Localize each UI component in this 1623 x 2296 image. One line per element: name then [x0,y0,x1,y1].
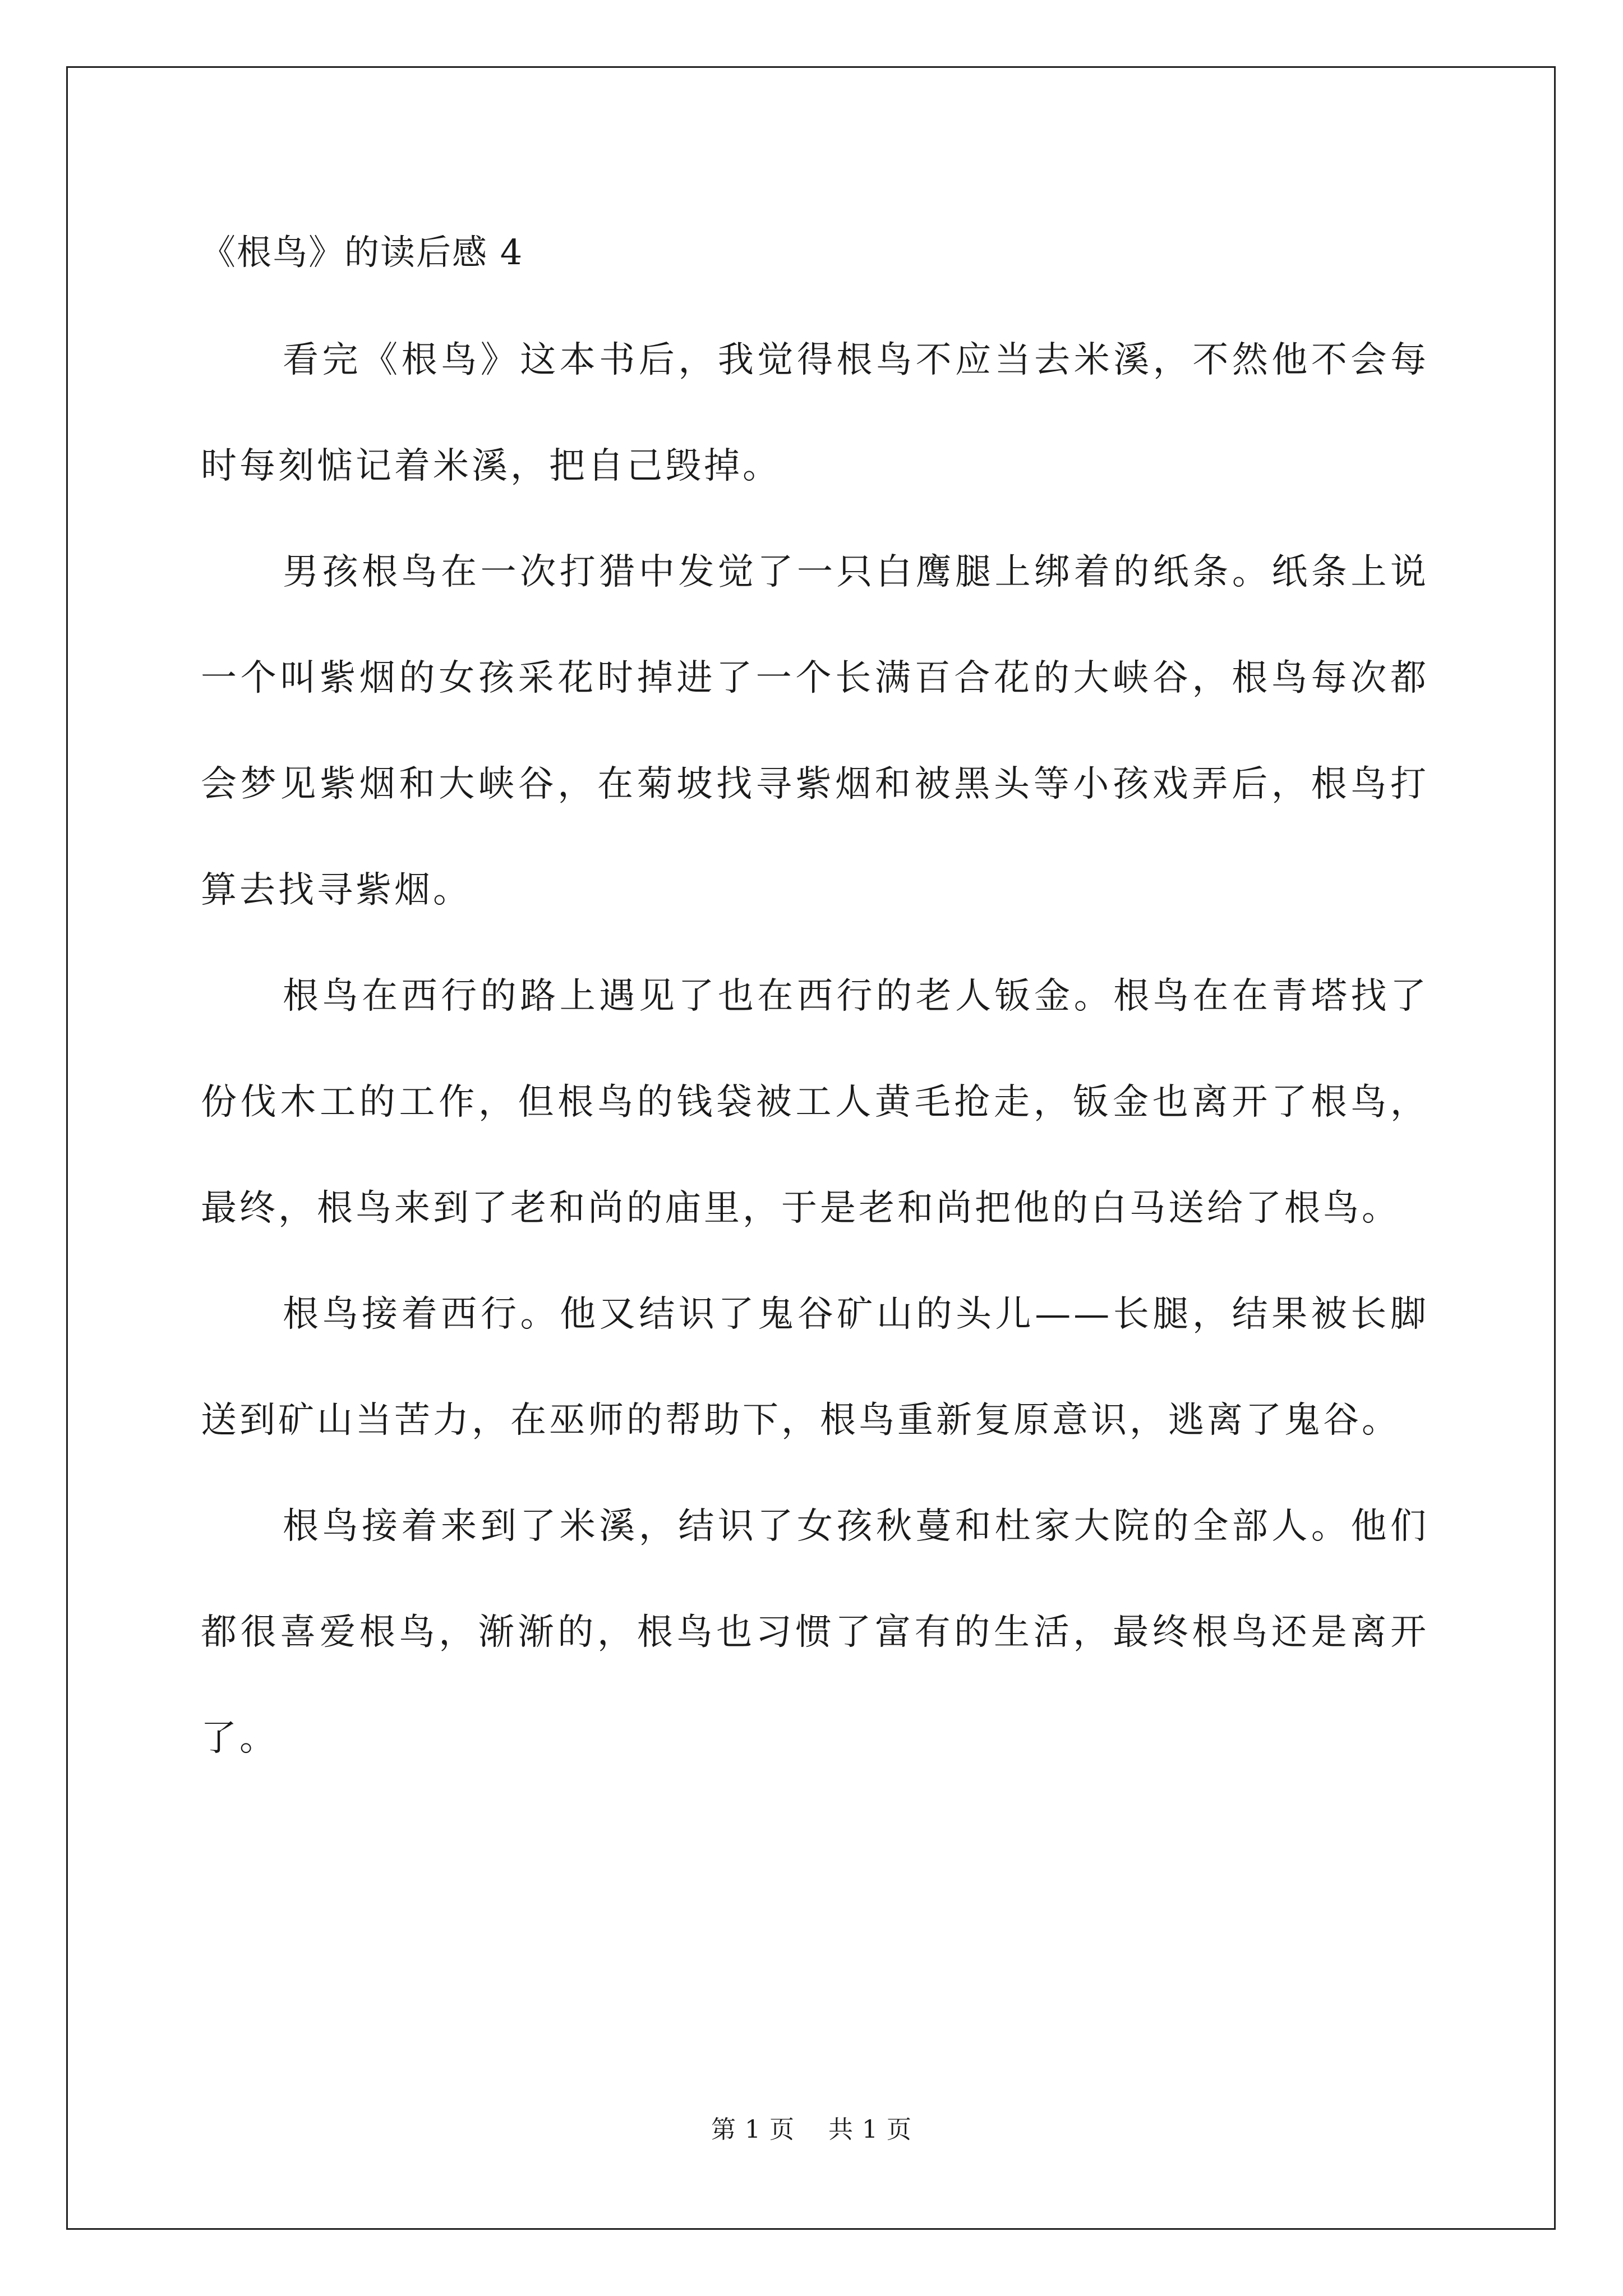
paragraph-2: 男孩根鸟在一次打猎中发觉了一只白鹰腿上绑着的纸条。纸条上说一个叫紫烟的女孩采花时掉进了一个长满百合花的大峡谷，根鸟每次都会梦见紫烟和大峡谷，在菊坡找寻紫烟和被黑头等小孩戏弄后，根鸟打算去找寻紫烟。 [201,551,1429,911]
page-number: 第 1 页 [711,2115,795,2144]
paragraph-5: 根鸟接着来到了米溪，结识了女孩秋蔓和杜家大院的全部人。他们都很喜爱根鸟，渐渐的，根鸟也习惯了富有的生活，最终根鸟还是离开了。 [201,1506,1429,1759]
document-title: 《根鸟》的读后感 4 [201,232,524,273]
paragraph-1: 看完《根鸟》这本书后，我觉得根鸟不应当去米溪，不然他不会每时每刻惦记着米溪，把自己毁掉。 [201,339,1429,487]
paragraph-3: 根鸟在西行的路上遇见了也在西行的老人钣金。根鸟在在青塔找了份伐木工的工作，但根鸟的钱袋被工人黄毛抢走，钣金也离开了根鸟，最终，根鸟来到了老和尚的庙里，于是老和尚把他的白马送给了根鸟。 [201,976,1429,1229]
paragraph-4: 根鸟接着西行。他又结识了鬼谷矿山的头儿——长腿，结果被长脚送到矿山当苦力，在巫师的帮助下，根鸟重新复原意识，逃离了鬼谷。 [201,1294,1429,1441]
page-footer [0,2113,1623,2147]
document-body [201,219,1429,1792]
page-total: 共 1 页 [828,2115,912,2144]
